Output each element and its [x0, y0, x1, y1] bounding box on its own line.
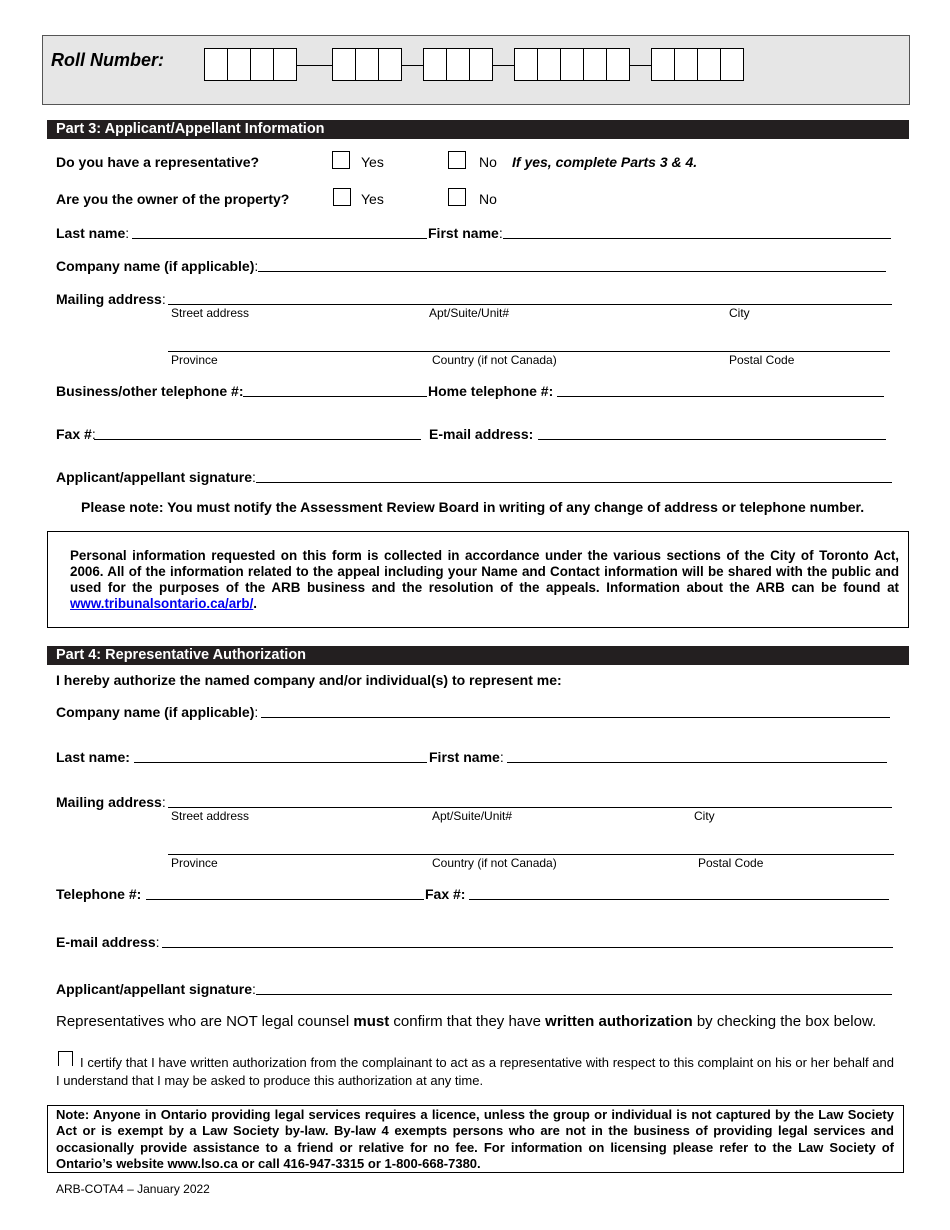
roll-number-digit-box[interactable]: [560, 48, 584, 81]
p3-signature-label: Applicant/appellant signature:: [56, 469, 256, 485]
p3-fax-label: Fax #:: [56, 426, 96, 442]
roll-number-digit-box[interactable]: [720, 48, 744, 81]
representative-yes-label: Yes: [361, 154, 384, 170]
p3-street-sublabel: Street address: [171, 306, 250, 320]
roll-number-digit-box[interactable]: [446, 48, 470, 81]
p3-province-sublabel: Province: [171, 353, 218, 367]
owner-yes-checkbox[interactable]: [333, 188, 351, 206]
p4-city-sublabel: City: [694, 809, 715, 823]
p3-company-label: Company name (if applicable):: [56, 258, 259, 274]
p4-fax-field[interactable]: [469, 899, 889, 900]
owner-no-label: No: [479, 191, 497, 207]
p4-street-sublabel: Street address: [171, 809, 250, 823]
representative-no-label: No: [479, 154, 497, 170]
owner-yes-label: Yes: [361, 191, 384, 207]
p3-business-phone-label: Business/other telephone #:: [56, 383, 244, 399]
representative-yes-checkbox[interactable]: [332, 151, 350, 169]
roll-number-digit-box[interactable]: [332, 48, 356, 81]
p4-last-name-label: Last name:: [56, 749, 130, 765]
p4-mailing-label: Mailing address:: [56, 794, 166, 810]
roll-number-digit-box[interactable]: [583, 48, 607, 81]
p4-company-label: Company name (if applicable):: [56, 704, 259, 720]
representative-no-checkbox[interactable]: [448, 151, 466, 169]
p4-telephone-label: Telephone #:: [56, 886, 142, 902]
p4-address-line1[interactable]: [168, 807, 892, 808]
p3-mailing-label: Mailing address:: [56, 291, 166, 307]
p3-last-name-field[interactable]: [132, 238, 427, 239]
p4-postal-sublabel: Postal Code: [698, 856, 764, 870]
p4-last-name-field[interactable]: [134, 762, 427, 763]
roll-number-separator: [402, 65, 423, 66]
p3-last-name-label: Last name:: [56, 225, 130, 241]
roll-number-digit-box[interactable]: [204, 48, 228, 81]
roll-number-label: Roll Number:: [51, 50, 165, 70]
roll-number-digit-box[interactable]: [423, 48, 447, 81]
p4-first-name-label: First name:: [429, 749, 504, 765]
arb-website-link[interactable]: www.tribunalsontario.ca/arb/: [70, 596, 254, 611]
p3-email-field[interactable]: [538, 439, 886, 440]
roll-number-separator: [630, 65, 651, 66]
p3-home-phone-field[interactable]: [557, 396, 884, 397]
roll-number-digit-box[interactable]: [378, 48, 402, 81]
p3-address-line2[interactable]: [168, 351, 890, 352]
part3-header: Part 3: Applicant/Appellant Information: [47, 120, 909, 139]
p4-authorize-text: I hereby authorize the named company and/or individual(s) to represent me:: [56, 672, 562, 688]
p3-postal-sublabel: Postal Code: [729, 353, 795, 367]
roll-number-separator: [493, 65, 514, 66]
p4-signature-field[interactable]: [256, 994, 892, 995]
p4-company-field[interactable]: [261, 717, 890, 718]
q-owner-label: Are you the owner of the property?: [56, 191, 290, 207]
p3-company-field[interactable]: [258, 271, 886, 272]
p3-apt-sublabel: Apt/Suite/Unit#: [429, 306, 510, 320]
p3-home-phone-label: Home telephone #:: [428, 383, 554, 399]
roll-number-separator: [297, 65, 332, 66]
roll-number-digit-box[interactable]: [250, 48, 274, 81]
roll-number-digit-box[interactable]: [651, 48, 675, 81]
p3-first-name-field[interactable]: [503, 238, 891, 239]
owner-no-checkbox[interactable]: [448, 188, 466, 206]
law-society-note-text: Note: Anyone in Ontario providing legal services requires a licence, unless the group or individual is not captured by the Law Society Act or is exempt by a Law Society by-law. By-law 4 exempts persons who are not in the business of providing legal services and occasionally provide assistance to a friend or relative for no fee. For information on licensing please refer to the Law Society of Ontario’s website www.lso.ca or call 416-947-3315 or 1-800-668-7380.: [56, 1107, 894, 1171]
if-yes-note: If yes, complete Parts 3 & 4.: [512, 154, 698, 170]
p4-province-sublabel: Province: [171, 856, 218, 870]
roll-number-digit-box[interactable]: [227, 48, 251, 81]
part4-header: Part 4: Representative Authorization: [47, 646, 909, 665]
p3-address-line1[interactable]: [168, 304, 892, 305]
p4-fax-label: Fax #:: [425, 886, 466, 902]
p3-signature-field[interactable]: [256, 482, 892, 483]
p4-email-label: E-mail address:: [56, 934, 160, 950]
roll-number-digit-box[interactable]: [469, 48, 493, 81]
p4-signature-label: Applicant/appellant signature:: [56, 981, 256, 997]
p4-address-line2[interactable]: [168, 854, 894, 855]
form-id-footer: ARB-COTA4 – January 2022: [56, 1182, 210, 1196]
q-representative-label: Do you have a representative?: [56, 154, 260, 170]
p4-first-name-field[interactable]: [507, 762, 887, 763]
p3-country-sublabel: Country (if not Canada): [432, 353, 557, 367]
privacy-notice-text: Personal information requested on this form is collected in accordance under the various sections of the City of Toronto Act, 2006. All of the information related to the appeal including your Name and Contact information will be shared with the public and used for the purposes of the ARB business and the resolution of the appeals. Information about the ARB can be found at www.tribunalsontario.ca/arb/.: [70, 548, 899, 611]
roll-number-digit-box[interactable]: [674, 48, 698, 81]
p4-country-sublabel: Country (if not Canada): [432, 856, 557, 870]
please-note: Please note: You must notify the Assessment Review Board in writing of any change of address or telephone number.: [81, 499, 865, 515]
roll-number-digit-box[interactable]: [537, 48, 561, 81]
p3-fax-field[interactable]: [94, 439, 421, 440]
p4-apt-sublabel: Apt/Suite/Unit#: [432, 809, 513, 823]
roll-number-digit-box[interactable]: [606, 48, 630, 81]
roll-number-digit-box[interactable]: [273, 48, 297, 81]
reps-statement: Representatives who are NOT legal counsel must confirm that they have written authorization by checking the box below.: [56, 1013, 877, 1030]
p3-business-phone-field[interactable]: [243, 396, 427, 397]
p3-email-label: E-mail address:: [429, 426, 534, 442]
roll-number-digit-box[interactable]: [514, 48, 538, 81]
p3-first-name-label: First name:: [428, 225, 503, 241]
roll-number-digit-box[interactable]: [355, 48, 379, 81]
certify-text: I certify that I have written authorization from the complainant to act as a representative with respect to this complaint on his or her behalf and I understand that I may be asked to produce this authorization at any time.: [56, 1055, 894, 1088]
p3-city-sublabel: City: [729, 306, 750, 320]
p4-email-field[interactable]: [162, 947, 893, 948]
roll-number-digit-box[interactable]: [697, 48, 721, 81]
p4-telephone-field[interactable]: [146, 899, 424, 900]
